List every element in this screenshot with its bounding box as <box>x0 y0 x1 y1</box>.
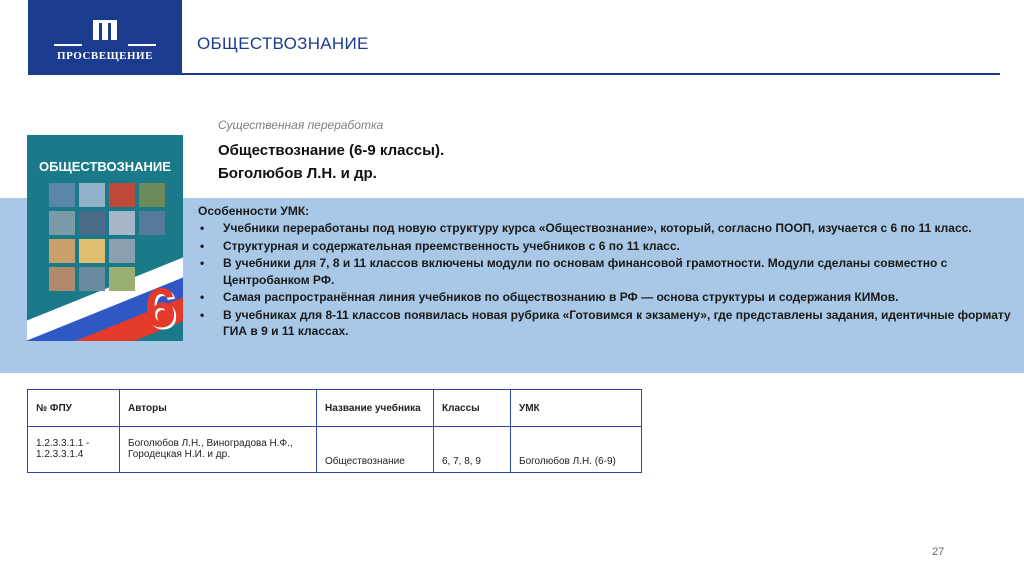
bullet-icon: • <box>200 290 205 304</box>
cover-photo <box>49 183 75 207</box>
cover-photo <box>139 183 165 207</box>
page-title: ОБЩЕСТВОЗНАНИЕ <box>197 34 369 53</box>
book-subtitle: Существенная переработка <box>218 118 384 132</box>
cover-photo <box>79 239 105 263</box>
cover-photo <box>109 267 135 291</box>
list-item-text: Структурная и содержательная преемственность учебников с 6 по 11 класс. <box>223 238 680 253</box>
cell-umk: Боголюбов Л.Н. (6-9) <box>511 427 642 473</box>
cover-photo <box>79 211 105 235</box>
cover-title: ОБЩЕСТВОЗНАНИЕ <box>39 159 171 174</box>
cover-photo <box>49 211 75 235</box>
list-item <box>198 238 1018 255</box>
cover-grade-number: 6 <box>145 276 177 339</box>
cell-grades: 6, 7, 8, 9 <box>434 427 511 473</box>
page-number: 27 <box>932 546 945 558</box>
features-heading: Особенности УМК: <box>198 204 310 218</box>
bullet-icon: • <box>200 238 205 253</box>
column-header-authors: Авторы <box>120 390 317 427</box>
cover-photo <box>139 211 165 235</box>
table-row <box>28 427 642 473</box>
cover-photo <box>109 239 135 263</box>
publisher-logo <box>28 0 182 74</box>
logo-line-right <box>128 44 156 46</box>
book-authors-line: Боголюбов Л.Н. и др. <box>218 165 377 182</box>
list-item <box>198 255 1018 288</box>
list-item <box>198 307 1018 340</box>
table-header-row <box>28 390 642 427</box>
list-item-text: Самая распространённая линия учебников по обществознанию в РФ — основа структуры и содержания КИМов. <box>223 290 899 304</box>
publisher-name: ПРОСВЕЩЕНИЕ <box>57 50 153 62</box>
header-divider <box>28 73 1000 75</box>
column-header-umk: УМК <box>511 390 642 427</box>
cover-photo <box>49 267 75 291</box>
cover-photo <box>79 183 105 207</box>
column-header-name: Название учебника <box>317 390 434 427</box>
features-section <box>198 204 1018 341</box>
cell-name: Обществознание <box>317 427 434 473</box>
list-item <box>198 220 1018 237</box>
book-title <box>218 139 444 185</box>
column-header-grades: Классы <box>434 390 511 427</box>
cover-photo <box>109 183 135 207</box>
cell-fpu: 1.2.3.3.1.1 - 1.2.3.3.1.4 <box>28 427 120 473</box>
features-list <box>198 220 1018 340</box>
bullet-icon: • <box>200 307 205 322</box>
list-item-text: В учебники для 7, 8 и 11 классов включены модули по основам финансовой грамотности. Модули сделаны совместно с Центробанком РФ. <box>223 256 948 287</box>
cell-authors: Боголюбов Л.Н., Виноградова Н.Ф., Городецкая Н.И. и др. <box>120 427 317 473</box>
book-cover <box>27 135 183 341</box>
book-title-line: Обществознание (6-9 классы). <box>218 142 445 159</box>
cover-photo <box>49 239 75 263</box>
list-item-text: Учебники переработаны под новую структуру курса «Обществознание», который, согласно ПООП, изучается с 6 по 11 класс. <box>223 221 972 235</box>
fpu-table <box>27 389 642 473</box>
bullet-icon: • <box>200 256 205 270</box>
list-item-text: В учебниках для 8-11 классов появилась новая рубрика «Готовимся к экзамену», где представлены задания, идентичные формату ГИА в 9 и 11 классах. <box>223 307 1011 338</box>
column-header-fpu: № ФПУ <box>28 390 120 427</box>
logo-line-left <box>54 44 82 46</box>
list-item <box>198 289 1018 306</box>
bullet-icon: • <box>200 221 205 235</box>
cover-photo <box>79 267 105 291</box>
publisher-emblem-icon <box>92 18 118 44</box>
cover-photo <box>109 211 135 235</box>
